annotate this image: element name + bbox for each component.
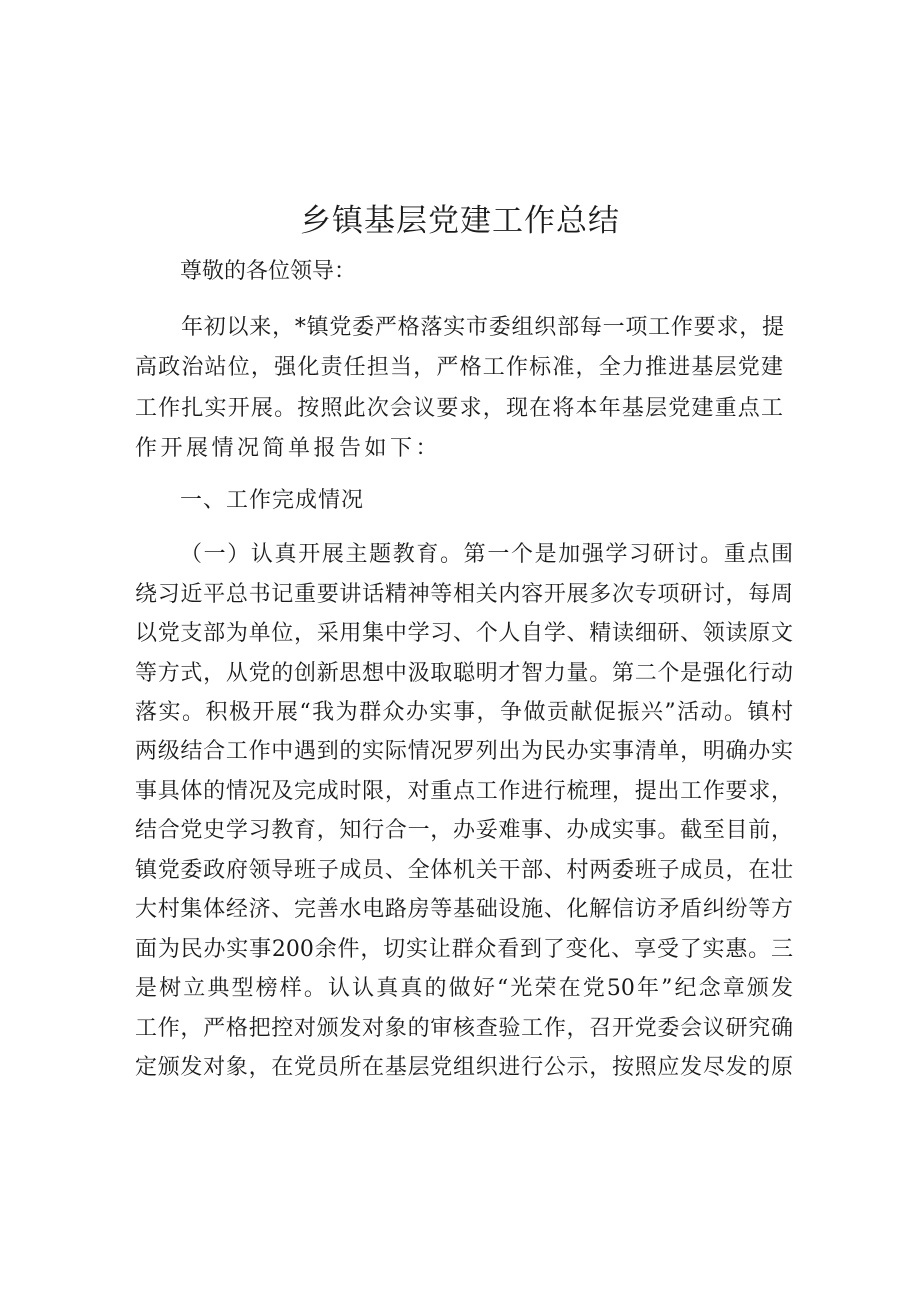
paragraph-2-line-1: （一）认真开展主题教育。第一个是加强学习研讨。重点围: [180, 542, 793, 567]
paragraph-1-line-1: 年初以来，*镇党委严格落实市委组织部每一项工作要求，提: [181, 315, 784, 340]
paragraph-2-line-13: 工作，严格把控对颁发对象的审核查验工作，召开党委会议研究确: [135, 1016, 793, 1041]
paragraph-1-line-2: 高政治站位，强化责任担当，严格工作标准，全力推进基层党建: [135, 355, 783, 380]
paragraph-2-line-5: 落实。积极开展“我为群众办实事，争做贡献促振兴”活动。镇村: [135, 700, 793, 725]
paragraph-2-line-8: 结合党史学习教育，知行合一，办妥难事、办成实事。截至目前，: [135, 818, 793, 843]
paragraph-2-line-11: 面为民办实事200余件，切实让群众看到了变化、享受了实惠。三: [135, 937, 793, 962]
paragraph-2-line-9: 镇党委政府领导班子成员、全体机关干部、村两委班子成员，在壮: [135, 858, 793, 883]
paragraph-2-line-4: 等方式，从党的创新思想中汲取聪明才智力量。第二个是强化行动: [135, 661, 793, 686]
paragraph-1-line-4: 作开展情况简单报告如下：: [135, 436, 442, 461]
document-title: 乡镇基层党建工作总结: [300, 203, 620, 239]
paragraph-2-line-14: 定颁发对象，在党员所在基层党组织进行公示，按照应发尽发的原: [135, 1055, 793, 1080]
paragraph-2-line-7: 事具体的情况及完成时限，对重点工作进行梳理，提出工作要求，: [135, 779, 793, 804]
paragraph-2-line-2: 绕习近平总书记重要讲话精神等相关内容开展多次专项研讨，每周: [135, 582, 793, 607]
paragraph-2-line-12: 是树立典型榜样。认认真真的做好“光荣在党50年”纪念章颁发: [135, 976, 793, 1001]
paragraph-2-line-3: 以党支部为单位，采用集中学习、个人自学、精读细研、领读原文: [135, 621, 793, 646]
section-1-heading: 一、工作完成情况: [180, 488, 365, 513]
paragraph-2-line-6: 两级结合工作中遇到的实际情况罗列出为民办实事清单，明确办实: [135, 739, 793, 764]
paragraph-2-line-10: 大村集体经济、完善水电路房等基础设施、化解信访矛盾纠纷等方: [135, 897, 793, 922]
paragraph-1-line-3: 工作扎实开展。按照此次会议要求，现在将本年基层党建重点工: [135, 396, 783, 421]
salutation: 尊敬的各位领导：: [180, 259, 357, 284]
